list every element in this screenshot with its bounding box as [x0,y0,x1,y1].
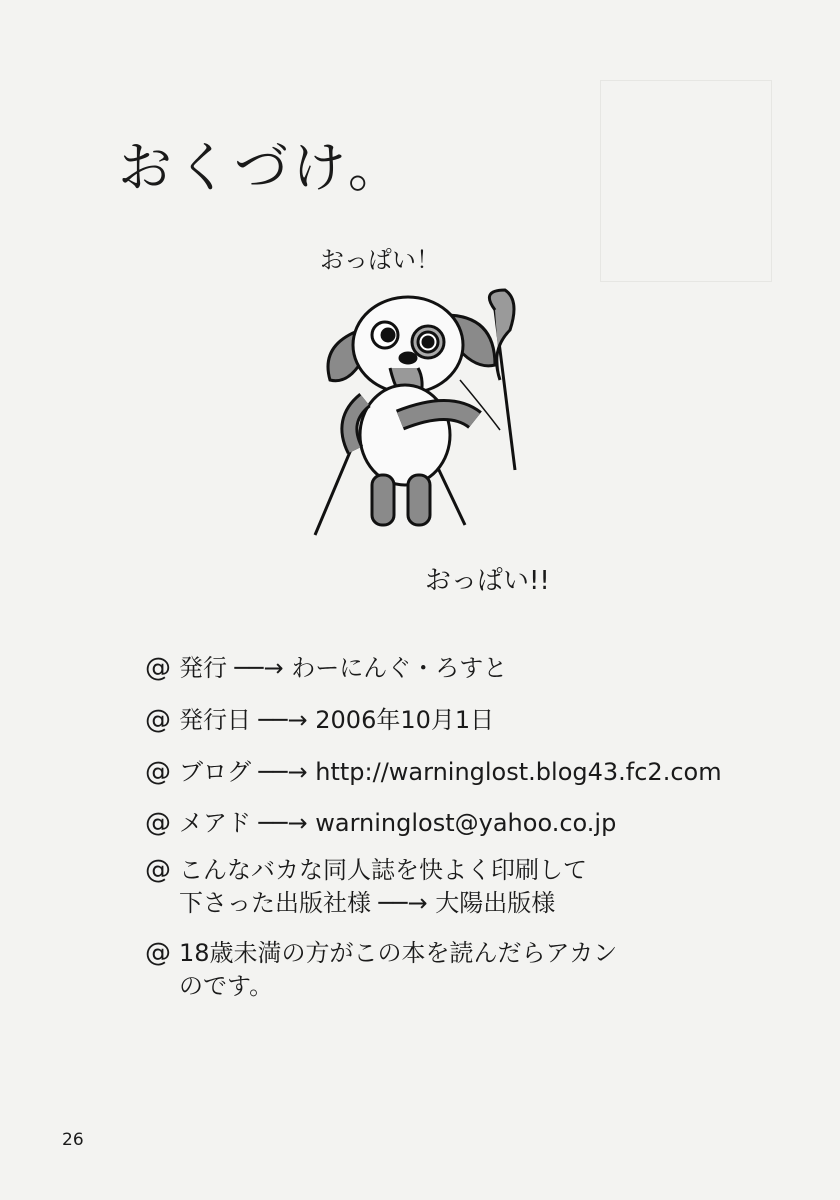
colophon-item-date: @ 発行日 ──→ 2006年10月1日 [145,705,495,735]
spiral-bullet-icon: @ [145,855,171,885]
colophon-item-blog: @ ブログ ──→ http://warninglost.blog43.fc2.com [145,757,722,787]
bleed-through-frame [600,80,772,282]
page-number: 26 [62,1130,84,1150]
colophon-item-email: @ メアド ──→ warninglost@yahoo.co.jp [145,808,617,838]
spiral-bullet-icon: @ [145,938,171,968]
colophon-item-printer-cont: 下さった出版社様 ──→ 大陽出版様 [179,889,556,917]
dog-shout-top: おっぱい！ [320,246,440,274]
colophon-item-publisher: @ 発行 ──→ わーにんぐ・ろすと [145,653,508,683]
dog-cheerleader-illustration [310,270,540,560]
spiral-bullet-icon: @ [145,653,171,683]
spiral-bullet-icon: @ [145,705,171,735]
page-title: おくづけ。 [118,136,406,199]
colophon-item-age-warning-cont: のです。 [179,972,274,1000]
colophon-item-age-warning: @ 18歳未満の方がこの本を読んだらアカン [145,938,618,968]
spiral-bullet-icon: @ [145,757,171,787]
colophon-item-printer: @ こんなバカな同人誌を快よく印刷して [145,855,587,885]
dog-shout-bottom: おっぱい!! [425,566,550,596]
pole-left [315,440,355,535]
spiral-bullet-icon: @ [145,808,171,838]
